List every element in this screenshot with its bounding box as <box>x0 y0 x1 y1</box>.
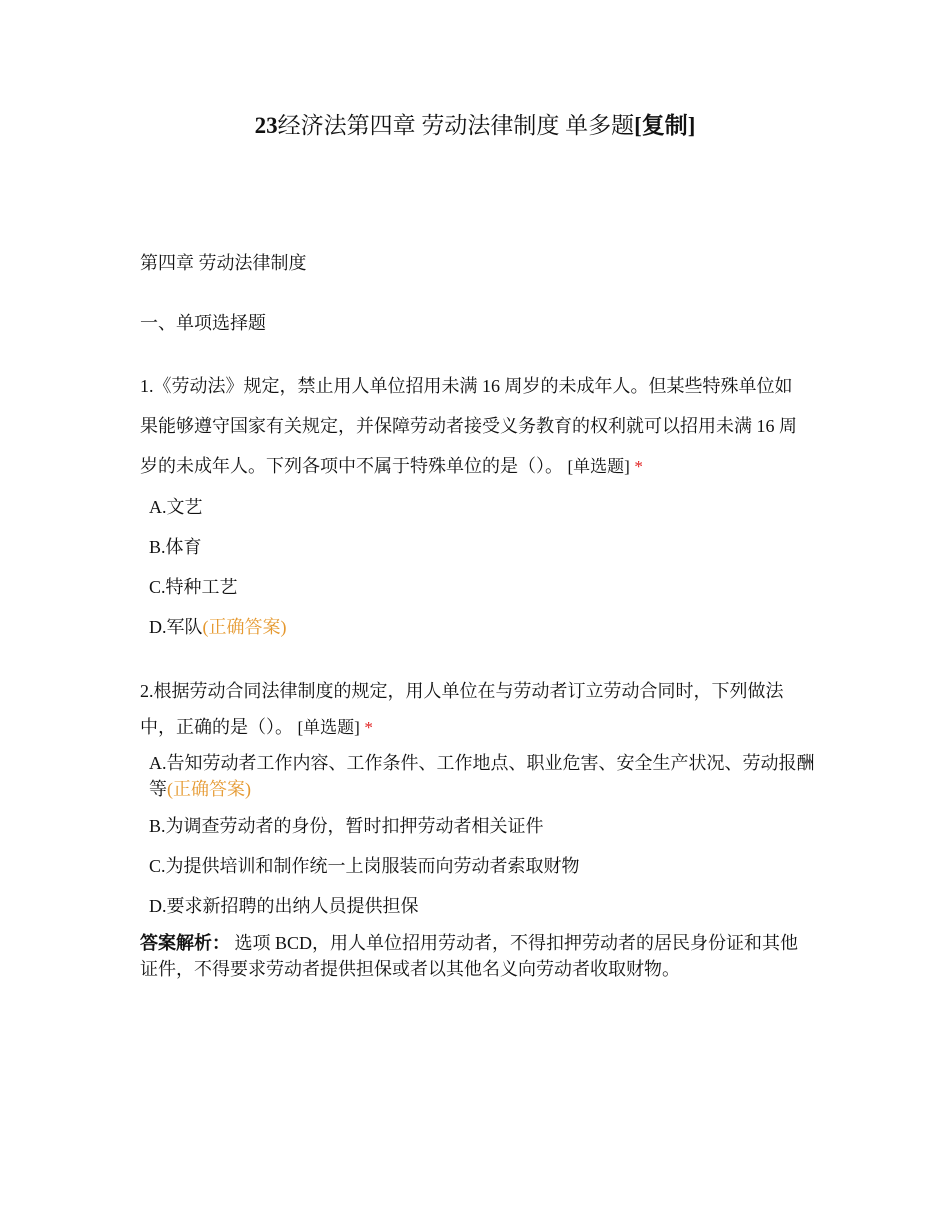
option-label: C.特种工艺 <box>149 577 238 597</box>
option-label: A.文艺 <box>149 497 203 517</box>
option-label: B.体育 <box>149 537 202 557</box>
question-2 <box>140 673 820 982</box>
required-mark: * <box>634 457 643 476</box>
option-a[interactable] <box>149 487 820 527</box>
title-number: 23 <box>254 113 278 138</box>
option-label: D.军队 <box>149 617 203 637</box>
option-label: A.告知劳动者工作内容、工作条件、工作地点、职业危害、安全生产状况、劳动报酬等 <box>149 753 815 799</box>
option-list <box>140 746 820 926</box>
question-text: 2.根据劳动合同法律制度的规定，用人单位在与劳动者订立劳动合同时，下列做法中，正确的是（）。 <box>140 681 784 737</box>
analysis-text: 选项 BCD，用人单位招用劳动者，不得扣押劳动者的居民身份证和其他证件，不得要求劳动者提供担保或者以其他名义向劳动者收取财物。 <box>140 933 799 979</box>
question-text: 1.《劳动法》规定，禁止用人单位招用未满 16 周岁的未成年人。但某些特殊单位如果能够遵守国家有关规定，并保障劳动者接受义务教育的权利就可以招用未满 16 周岁的未成年人。下列各项中不属于特殊单位的是（）。 <box>140 376 797 476</box>
correct-answer-note: (正确答案) <box>202 617 287 637</box>
question-stem <box>140 366 810 487</box>
option-b[interactable] <box>149 527 820 567</box>
option-d[interactable] <box>149 886 820 926</box>
question-stem <box>140 673 810 746</box>
correct-answer-note: (正确答案) <box>167 779 251 799</box>
question-type: [单选题] <box>297 718 360 737</box>
page-title <box>0 109 950 143</box>
option-c[interactable] <box>149 846 820 886</box>
analysis-label: 答案解析： <box>140 933 230 953</box>
chapter-heading: 第四章 劳动法律制度 <box>140 253 307 273</box>
option-b[interactable] <box>149 806 820 846</box>
question-1 <box>140 366 820 647</box>
required-mark: * <box>364 718 373 737</box>
section-heading: 一、单项选择题 <box>140 313 266 333</box>
option-a[interactable] <box>149 746 820 806</box>
option-label: B.为调查劳动者的身份，暂时扣押劳动者相关证件 <box>149 816 544 836</box>
option-d[interactable] <box>149 607 820 647</box>
document-content <box>140 248 820 982</box>
option-list <box>140 487 820 647</box>
question-type: [单选题] <box>567 457 630 476</box>
title-tag: [复制] <box>634 113 696 138</box>
option-c[interactable] <box>149 567 820 607</box>
answer-analysis <box>140 930 812 982</box>
option-label: D.要求新招聘的出纳人员提供担保 <box>149 896 419 916</box>
option-label: C.为提供培训和制作统一上岗服装而向劳动者索取财物 <box>149 856 580 876</box>
title-text: 经济法第四章 劳动法律制度 单多题 <box>277 113 635 138</box>
